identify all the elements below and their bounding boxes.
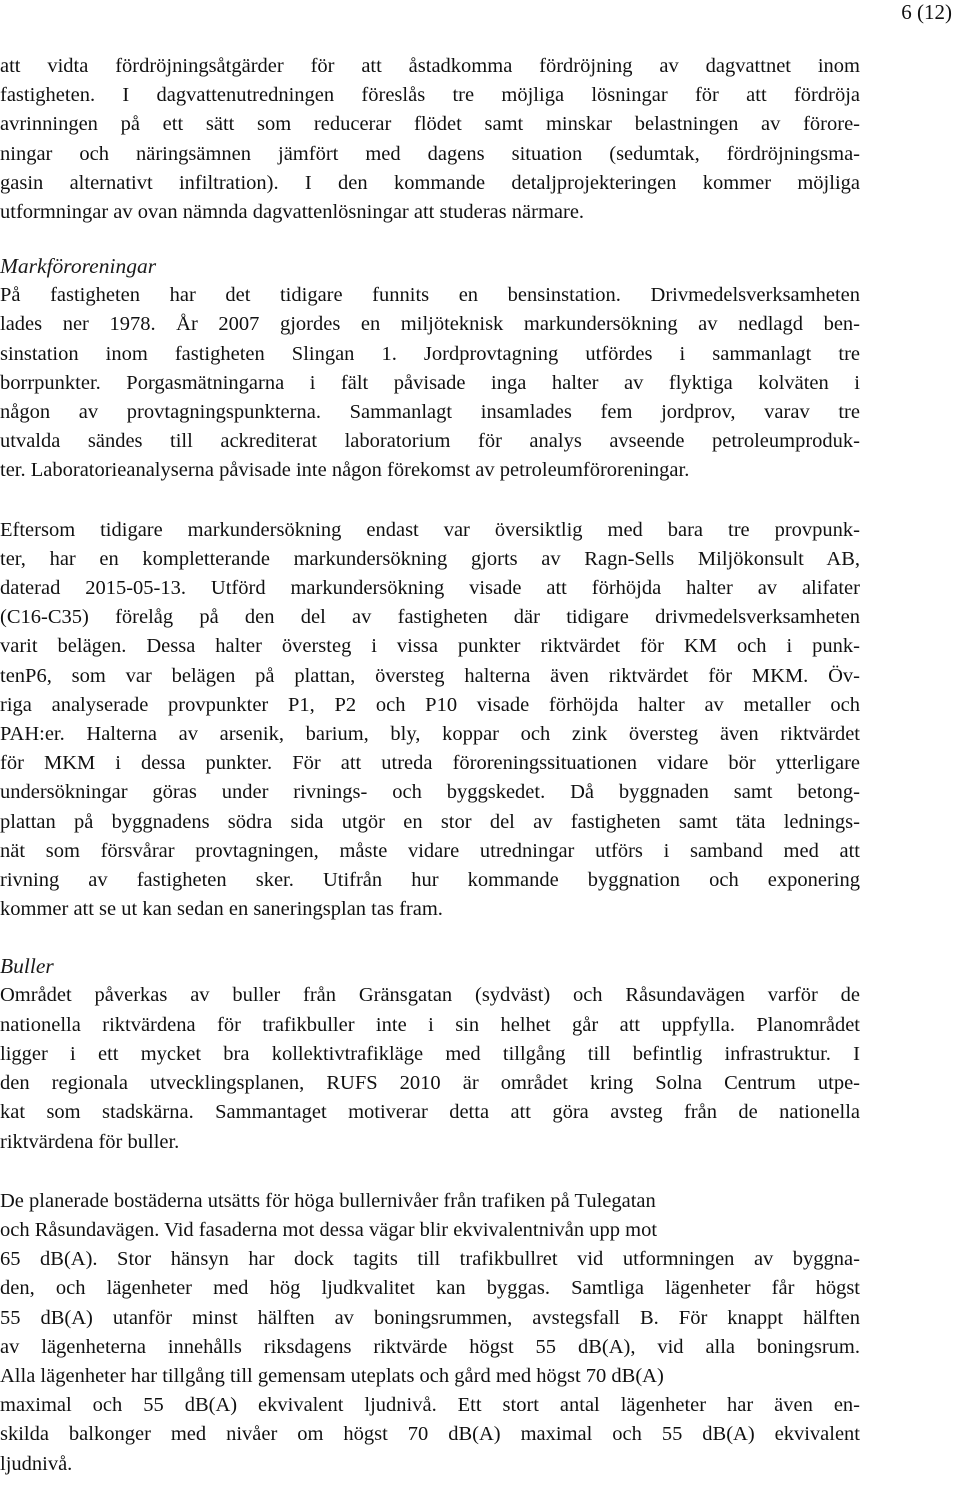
- text-line: kat som stadskärna. Sammantaget motiverar detta att göra avsteg från de nationella: [0, 1101, 860, 1124]
- text-line: undersökningar göras under rivnings- och byggskedet. Då byggnaden samt betong-: [0, 781, 860, 804]
- text-line: ningar och näringsämnen jämfört med dagens situation (sedumtak, fördröjningsma-: [0, 142, 860, 165]
- section-heading-markfororeningar: Markföroreningar: [0, 254, 157, 279]
- text-line: och Råsundavägen. Vid fasaderna mot dessa vägar blir ekvivalentnivån upp mot: [0, 1218, 658, 1241]
- text-line: nationella riktvärdena för trafikbuller inte i sin helhet går att uppfylla. Planområdet: [0, 1013, 860, 1036]
- text-line: riga analyserade provpunkter P1, P2 och P10 visade förhöjda halter av metaller och: [0, 693, 860, 716]
- text-line: för MKM i dessa punkter. För att utreda föroreningssituationen vidare bör ytterligare: [0, 752, 860, 775]
- document-body: [0, 52, 860, 1479]
- text-line: borrpunkter. Porgasmätningarna i fält påvisade inga halter av flyktiga kolväten i: [0, 371, 860, 394]
- text-line: den, och lägenheter med hög ljudkvalitet kan byggas. Samtliga lägenheter får högst: [0, 1277, 860, 1300]
- text-line: Eftersom tidigare markundersökning endast var översiktlig med bara tre provpunk-: [0, 518, 860, 541]
- text-line: gasin alternativt infiltration). I den kommande detaljprojekteringen kommer möjliga: [0, 171, 860, 194]
- text-line: (C16-C35) förelåg på den del av fastigheten där tidigare drivmedelsverksamheten: [0, 606, 860, 629]
- text-line: någon av provtagningspunkterna. Sammanlagt insamlades fem jordprov, varav tre: [0, 401, 860, 424]
- text-line: av lägenheterna innehålls riksdagens riktvärde högst 55 dB(A), vid alla boningsrum.: [0, 1335, 860, 1358]
- text-line: tenP6, som var belägen på plattan, översteg halterna även riktvärdet för MKM. Öv-: [0, 664, 860, 687]
- section-heading-buller: Buller: [0, 954, 54, 979]
- text-line: att vidta fördröjningsåtgärder för att åstadkomma fördröjning av dagvattnet inom: [0, 55, 860, 77]
- text-line: ter. Laboratorieanalyserna påvisade inte någon förekomst av petroleumföroreningar.: [0, 459, 690, 482]
- text-line: avrinningen på ett sätt som reducerar flödet samt minskar belastningen av förore-: [0, 113, 860, 136]
- buller-paragraph-2: [0, 1187, 860, 1479]
- text-line: den regionala utvecklingsplanen, RUFS 2010 är området kring Solna Centrum utpe-: [0, 1072, 860, 1095]
- intro-paragraph: [0, 52, 860, 227]
- text-line: Alla lägenheter har tillgång till gemensam uteplats och gård med högst 70 dB(A): [0, 1364, 664, 1387]
- text-line: utvalda sändes till ackrediterat laboratorium för analys avseende petroleumproduk-: [0, 430, 860, 453]
- text-line: På fastigheten har det tidigare funnits en bensinstation. Drivmedelsverksamheten: [0, 284, 860, 307]
- text-line: ljudnivå.: [0, 1452, 73, 1475]
- text-line: varit belägen. Dessa halter översteg i vissa punkter riktvärdet för KM och i punk-: [0, 635, 860, 658]
- text-line: fastigheten. I dagvattenutredningen föreslås tre möjliga lösningar för att fördröja: [0, 84, 860, 107]
- text-line: maximal och 55 dB(A) ekvivalent ljudnivå. Ett stort antal lägenheter har även en-: [0, 1394, 860, 1417]
- text-line: Området påverkas av buller från Gränsgatan (sydväst) och Råsundavägen varför de: [0, 984, 860, 1007]
- text-line: De planerade bostäderna utsätts för höga bullernivåer från trafiken på Tulegatan: [0, 1189, 656, 1212]
- text-line: 55 dB(A) utanför minst hälften av boningsrummen, avstegsfall B. För knappt hälften: [0, 1306, 860, 1329]
- text-line: ligger i ett mycket bra kollektivtrafikläge med tillgång till befintlig infrastruktur. I: [0, 1042, 860, 1065]
- markfororeningar-paragraph-1: [0, 281, 860, 485]
- text-line: sinstation inom fastigheten Slingan 1. Jordprovtagning utfördes i sammanlagt tre: [0, 342, 860, 365]
- text-line: plattan på byggnadens södra sida utgör en stor del av fastigheten samt täta lednings-: [0, 810, 860, 833]
- text-line: utformningar av ovan nämnda dagvattenlösningar att studeras närmare.: [0, 201, 585, 224]
- buller-paragraph-1: [0, 981, 860, 1156]
- text-line: skilda balkonger med nivåer om högst 70 dB(A) maximal och 55 dB(A) ekvivalent: [0, 1423, 860, 1446]
- text-line: rivning av fastigheten sker. Utifrån hur kommande byggnation och exponering: [0, 869, 860, 892]
- text-line: PAH:er. Halterna av arsenik, barium, bly, koppar och zink översteg även riktvärdet: [0, 723, 860, 746]
- page-number: 6 (12): [901, 0, 952, 24]
- text-line: nät som försvårar provtagningen, måste vidare utredningar utförs i samband med att: [0, 839, 860, 862]
- text-line: riktvärdena för buller.: [0, 1130, 180, 1153]
- text-line: kommer att se ut kan sedan en saneringsplan tas fram.: [0, 898, 443, 921]
- text-line: ter, har en kompletterande markundersökning gjorts av Ragn-Sells Miljökonsult AB,: [0, 547, 860, 570]
- text-line: daterad 2015-05-13. Utförd markundersökning visade att förhöjda halter av alifater: [0, 577, 860, 600]
- markfororeningar-paragraph-2: [0, 516, 860, 925]
- text-line: lades ner 1978. År 2007 gjordes en miljöteknisk markundersökning av nedlagd ben-: [0, 313, 860, 336]
- text-line: 65 dB(A). Stor hänsyn har dock tagits till trafikbullret vid utformningen av byggna-: [0, 1248, 860, 1271]
